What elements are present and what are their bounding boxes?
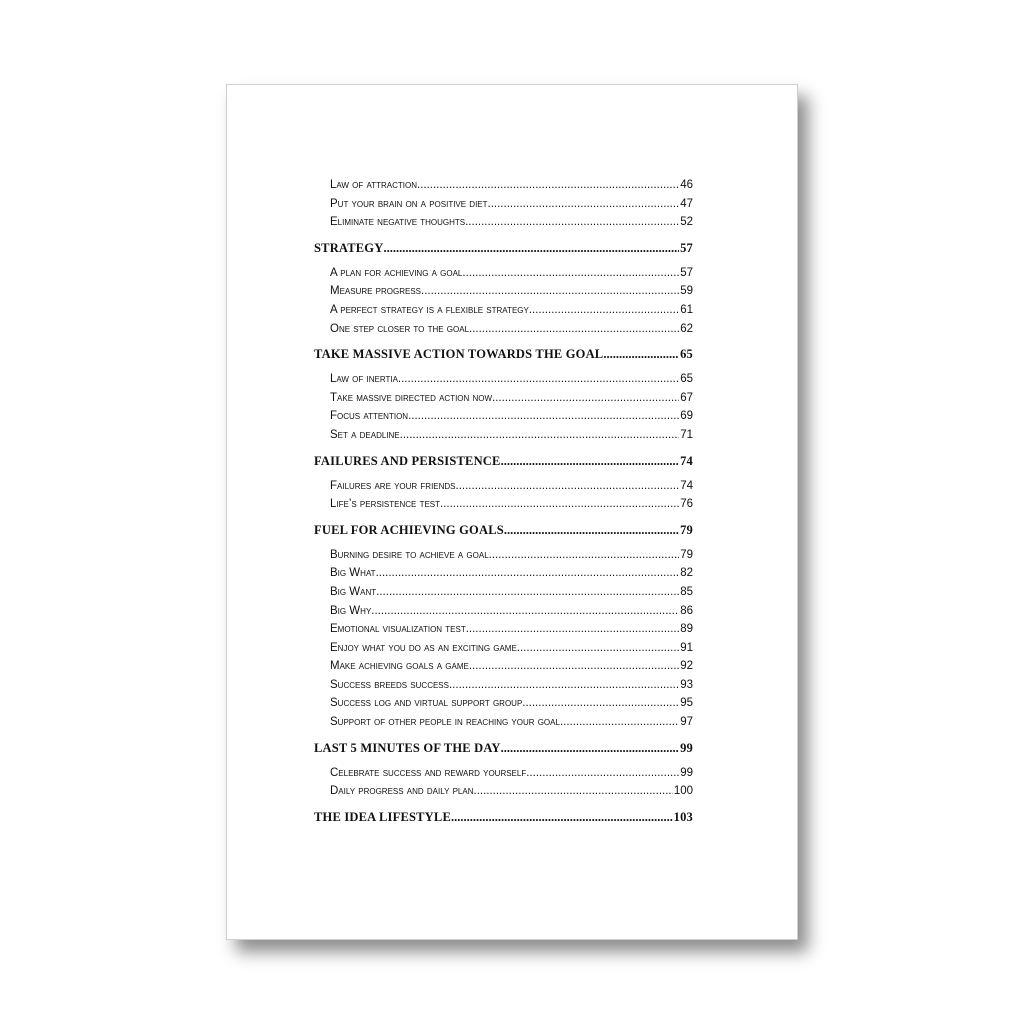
toc-page-number: 99 [680,740,693,755]
toc-dot-leader [449,676,679,695]
toc-entry-title: TAKE MASSIVE ACTION TOWARDS THE GOAL [314,347,604,362]
toc-page-number: 69 [680,410,693,423]
toc-page-number: 86 [680,604,693,617]
toc-page-number: 67 [680,391,693,404]
toc-subsection-entry [330,320,693,339]
toc-page-number: 57 [680,266,693,279]
toc-section-entry [314,451,693,471]
toc-entry-title: A plan for achieving a goal [330,266,463,279]
toc-entry-title: Success breeds success [330,678,449,691]
toc-dot-leader [501,451,680,471]
toc-section-entry [314,238,693,258]
toc-entry-title: Eliminate negative thoughts [330,216,466,229]
toc-dot-leader [421,282,679,301]
toc-page-number: 71 [680,428,693,441]
toc-section-entry [314,738,693,758]
toc-entry-title: Put your brain on a positive diet [330,197,488,210]
toc-dot-leader [376,564,680,583]
toc-subsection-entry [330,213,693,232]
toc-dot-leader [383,238,679,258]
toc-subsection-entry [330,282,693,301]
toc-entry-title: Failures are your friends [330,479,456,492]
toc-page-number: 74 [680,453,693,468]
toc-subsection-entry [330,370,693,389]
toc-page-number: 76 [680,498,693,511]
toc-page-number: 62 [680,322,693,335]
toc-dot-leader [474,782,673,801]
toc-dot-leader [526,764,679,783]
toc-page-number: 89 [680,623,693,636]
toc-dot-leader [469,657,679,676]
toc-dot-leader [466,620,679,639]
toc-entry-title: Measure progress [330,285,422,298]
toc-page-number: 79 [680,522,693,537]
toc-page-number: 59 [680,285,693,298]
toc-entry-title: THE IDEA LIFESTYLE [314,809,451,824]
toc-subsection-entry [330,176,693,195]
toc-entry-title: Big What [330,567,376,580]
toc-subsection-entry [330,564,693,583]
toc-entry-title: FUEL FOR ACHIEVING GOALS [314,522,504,537]
toc-entry-title: Emotional visualization test [330,623,466,636]
toc-entry-title: LAST 5 MINUTES OF THE DAY [314,740,501,755]
toc-dot-leader [488,195,680,214]
toc-page-number: 82 [680,567,693,580]
toc-dot-leader [456,477,680,496]
toc-entry-title: One step closer to the goal [330,322,470,335]
toc-subsection-entry [330,546,693,565]
toc-dot-leader [398,370,679,389]
toc-entry-title: Enjoy what you do as an exciting game [330,641,517,654]
toc-subsection-entry [330,426,693,445]
toc-subsection-entry [330,657,693,676]
toc-dot-leader [408,407,679,426]
toc-page-number: 103 [673,809,693,824]
toc-entry-title: Set a deadline [330,428,400,441]
toc-page-number: 93 [680,678,693,691]
toc-page-number: 46 [680,179,693,191]
toc-subsection-entry [330,477,693,496]
toc-subsection-entry [330,301,693,320]
toc-entry-title: FAILURES AND PERSISTENCE [314,453,501,468]
toc-page-number: 61 [680,303,693,316]
toc-subsection-entry [330,620,693,639]
toc-page-number: 65 [680,373,693,386]
toc-subsection-entry [330,389,693,408]
toc-entry-title: Daily progress and daily plan [330,785,474,798]
toc-entry-title: Success log and virtual support group [330,697,523,710]
toc-subsection-entry [330,713,693,732]
toc-dot-leader [504,520,679,540]
table-of-contents [314,176,693,833]
toc-page-number: 79 [680,548,693,561]
toc-subsection-entry [330,495,693,514]
toc-dot-leader [560,713,679,732]
toc-subsection-entry [330,676,693,695]
toc-entry-title: Take massive directed action now [330,391,493,404]
toc-dot-leader [522,694,679,713]
toc-entry-title: Burning desire to achieve a goal [330,548,489,561]
document-page [226,84,798,940]
toc-entry-title: Law of attraction [330,179,418,191]
toc-section-entry [314,344,693,364]
toc-subsection-entry [330,264,693,283]
toc-dot-leader [417,176,679,195]
toc-entry-title: A perfect strategy is a flexible strategy [330,303,529,316]
toc-dot-leader [462,264,679,283]
toc-dot-leader [492,389,679,408]
toc-page-number: 97 [680,716,693,729]
toc-entry-title: Law of inertia [330,373,398,386]
toc-page-number: 74 [680,479,693,492]
toc-dot-leader [529,301,679,320]
toc-subsection-entry [330,782,693,801]
toc-entry-title: Big Why [330,604,372,617]
toc-entry-title: Celebrate success and reward yourself [330,766,527,779]
toc-section-entry [314,807,693,827]
toc-page-number: 100 [673,785,693,798]
toc-subsection-entry [330,583,693,602]
toc-dot-leader [451,807,673,827]
toc-entry-title: Support of other people in reaching your goal [330,716,560,729]
toc-dot-leader [469,320,679,339]
toc-subsection-entry [330,602,693,621]
toc-page-number: 92 [680,660,693,673]
toc-dot-leader [517,639,679,658]
toc-entry-title: Focus attention [330,410,409,423]
toc-subsection-entry [330,694,693,713]
toc-dot-leader [440,495,679,514]
toc-subsection-entry [330,764,693,783]
toc-subsection-entry [330,407,693,426]
toc-dot-leader [501,738,679,758]
toc-page-number: 65 [680,347,693,362]
toc-entry-title: Make achieving goals a game [330,660,469,673]
toc-page-number: 57 [680,240,693,255]
toc-page-number: 95 [680,697,693,710]
toc-dot-leader [376,583,679,602]
toc-entry-title: Big Want [330,585,377,598]
toc-dot-leader [603,344,679,364]
toc-page-number: 91 [680,641,693,654]
toc-dot-leader [400,426,680,445]
toc-page-number: 85 [680,585,693,598]
toc-dot-leader [489,546,680,565]
toc-subsection-entry [330,195,693,214]
toc-page-number: 99 [680,766,693,779]
toc-section-entry [314,520,693,540]
toc-dot-leader [371,602,679,621]
toc-dot-leader [465,213,679,232]
toc-subsection-entry [330,639,693,658]
toc-entry-title: STRATEGY [314,240,384,255]
toc-page-number: 47 [680,197,693,210]
toc-page-number: 52 [680,216,693,229]
toc-entry-title: Life’s persistence test [330,498,441,511]
